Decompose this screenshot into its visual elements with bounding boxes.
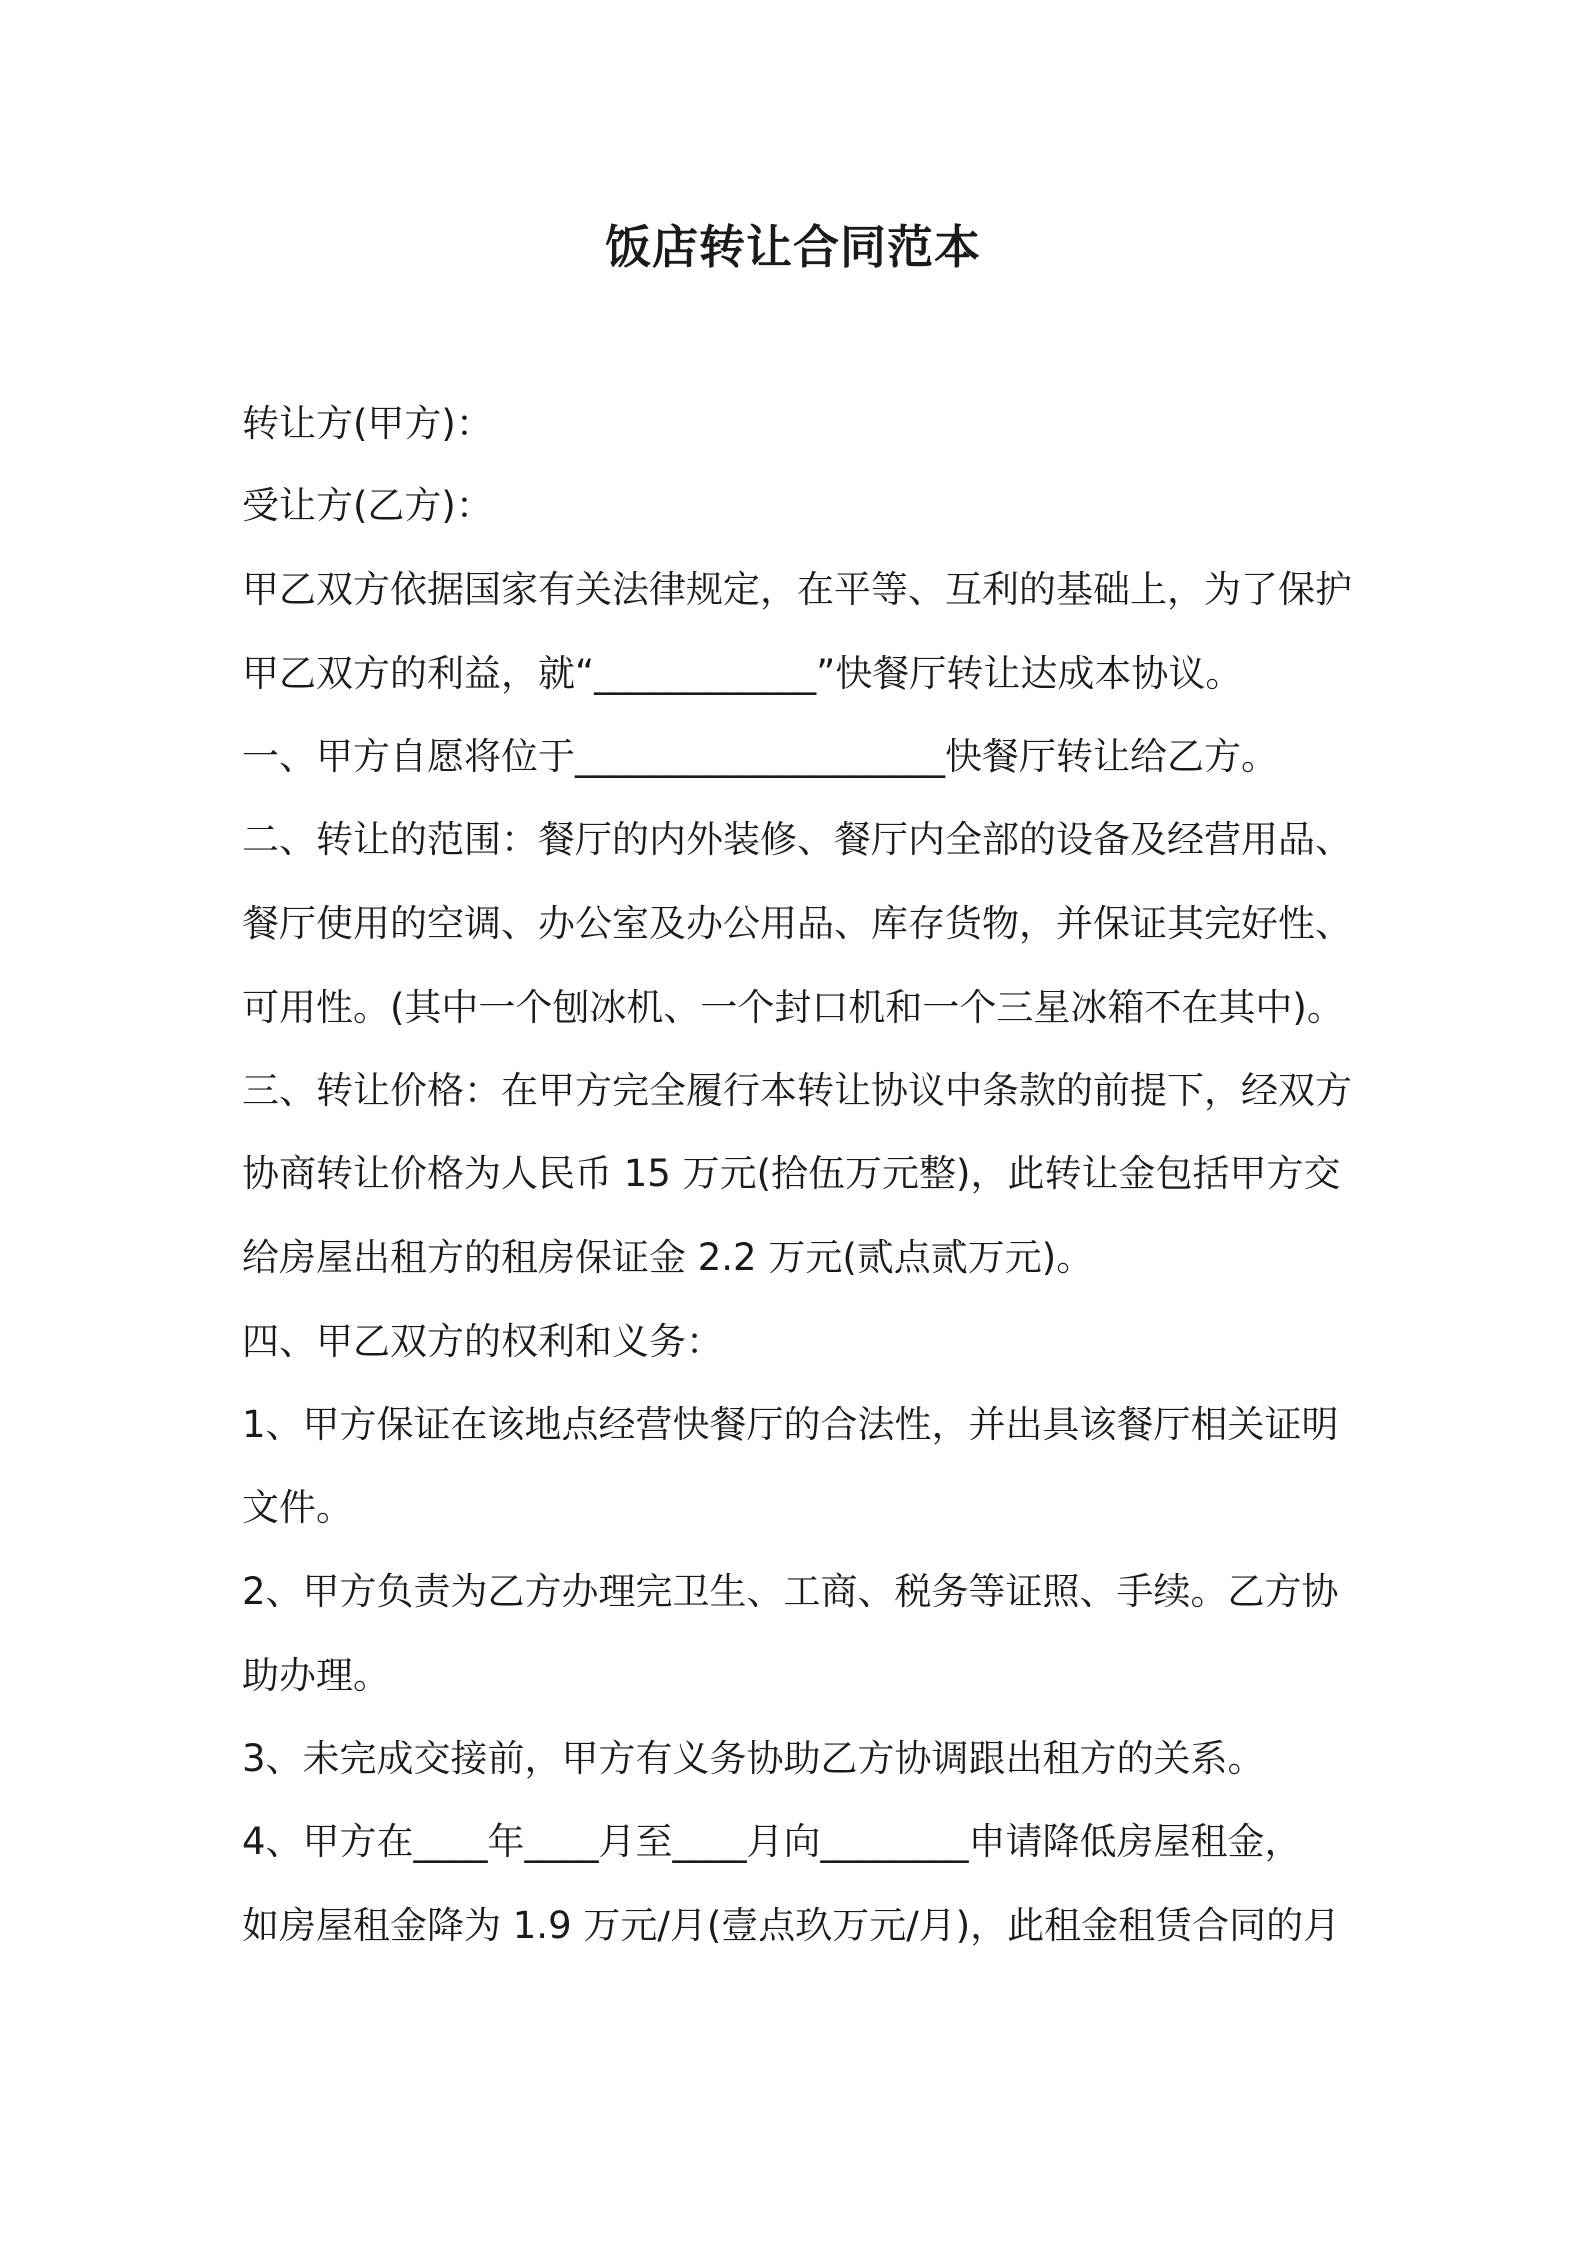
text-line-clause-4-heading: 四、甲乙双方的权利和义务：	[242, 1320, 723, 1363]
text-line-item-1a: 1、甲方保证在该地点经营快餐厅的合法性，并出具该餐厅相关证明	[242, 1403, 1339, 1446]
text-line-transferor: 转让方(甲方)：	[242, 402, 493, 445]
text-line-clause-2c: 可用性。(其中一个刨冰机、一个封口机和一个三星冰箱不在其中)。	[242, 986, 1344, 1029]
text-line-item-3: 3、未完成交接前，甲方有义务协助乙方协调跟出租方的关系。	[242, 1737, 1265, 1780]
document-title: 饭店转让合同范本	[605, 220, 981, 274]
text-line-clause-3c: 给房屋出租方的租房保证金 2.2 万元(贰点贰万元)。	[242, 1236, 1094, 1279]
text-line-clause-3a: 三、转让价格：在甲方完全履行本转让协议中条款的前提下，经双方	[242, 1069, 1352, 1112]
text-line-preamble-2: 甲乙双方的利益，就“____________”快餐厅转让达成本协议。	[242, 652, 1243, 695]
text-line-clause-2a: 二、转让的范围：餐厅的内外装修、餐厅内全部的设备及经营用品、	[242, 818, 1352, 861]
text-line-item-4a: 4、甲方在____年____月至____月向________申请降低房屋租金，	[242, 1820, 1302, 1863]
text-line-transferee: 受让方(乙方)：	[242, 484, 493, 527]
text-line-clause-2b: 餐厅使用的空调、办公室及办公用品、库存货物，并保证其完好性、	[242, 902, 1352, 945]
text-line-preamble-1: 甲乙双方依据国家有关法律规定，在平等、互利的基础上，为了保护	[242, 568, 1352, 611]
text-line-clause-1: 一、甲方自愿将位于____________________快餐厅转让给乙方。	[242, 735, 1278, 778]
text-line-item-4b: 如房屋租金降为 1.9 万元/月(壹点玖万元/月)，此租金租赁合同的月	[242, 1904, 1341, 1947]
text-line-item-1b: 文件。	[242, 1486, 353, 1529]
text-line-clause-3b: 协商转让价格为人民币 15 万元(拾伍万元整)，此转让金包括甲方交	[242, 1152, 1341, 1195]
text-line-item-2b: 助办理。	[242, 1654, 390, 1697]
text-line-item-2a: 2、甲方负责为乙方办理完卫生、工商、税务等证照、手续。乙方协	[242, 1570, 1339, 1613]
